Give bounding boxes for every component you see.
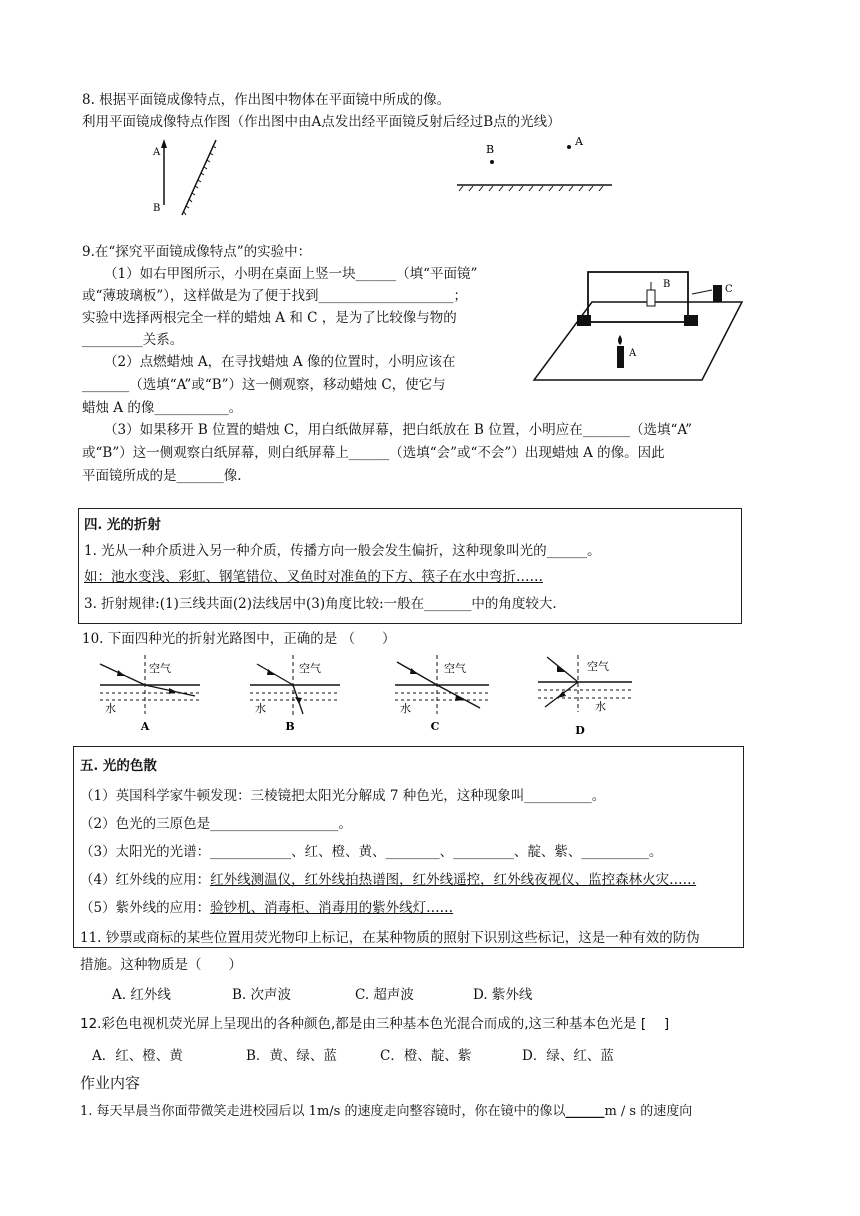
q12-option-b: B．黄、绿、蓝 <box>246 1048 337 1064</box>
q9-p2-l3: 蜡烛 A 的像___________。 <box>82 400 243 416</box>
q10-d-air: 空气 <box>587 660 609 673</box>
section5-l5 <box>80 896 453 916</box>
q8-line2: 利用平面镜成像特点作图（作出图中由A点发出经平面镜反射后经过B点的光线） <box>82 114 561 130</box>
q10-option-a-label: A <box>140 720 150 733</box>
section4-heading: 四. 光的折射 <box>84 517 161 533</box>
section5-l2: （2）色光的三原色是___________________。 <box>80 816 352 832</box>
q10-option-d-diagram <box>535 652 635 738</box>
q12-option-a: A．红、橙、黄 <box>92 1048 183 1064</box>
q10-a-air: 空气 <box>149 662 171 675</box>
q10-option-b-label: B <box>285 720 295 733</box>
section5-l4 <box>80 868 696 888</box>
q12-option-d: D．绿、红、蓝 <box>522 1048 614 1064</box>
q9-title: 9.在“探究平面镜成像特点”的实验中： <box>82 244 312 260</box>
homework-l1-pre: 1. 每天早晨当你面带微笑走进校园后以 1m/s 的速度走向整容镜时，你在镜中的像以 <box>80 1104 566 1119</box>
homework-heading: 作业内容 <box>80 1074 141 1092</box>
q9-p3-l3: 平面镜所成的是_______像. <box>82 468 242 484</box>
q9-p3-l2: 或“B”）这一侧观察白纸屏幕，则白纸屏幕上______（选填“会”或“不会”）出现蜡烛 A 的像。因此 <box>82 445 665 461</box>
q11-l2: 措施。这种物质是（ ） <box>80 957 242 973</box>
q11-option-a: A. 红外线 <box>112 987 171 1003</box>
section5-l4-prefix: （4）红外线的应用： <box>80 872 211 888</box>
q9-p3-l1: （3）如果移开 B 位置的蜡烛 C，用白纸做屏幕，把白纸放在 B 位置，小明应在_______（选填“A” <box>104 422 693 438</box>
section5-l5-prefix: （5）紫外线的应用： <box>80 900 211 916</box>
q9-figure-candle-experiment <box>532 262 752 387</box>
section5-l3: （3）太阳光的光谱：____________、红、橙、黄、________、_________、靛、紫、__________。 <box>80 844 663 860</box>
q12-option-c: C．橙、靛、紫 <box>380 1048 472 1064</box>
q10-a-water: 水 <box>105 702 116 715</box>
homework-l1-blank: ______ <box>565 1104 605 1119</box>
q9-p1-l4: _________关系。 <box>82 332 184 348</box>
q9-p2-l2: _______（选填“A”或“B”）这一侧观察，移动蜡烛 C，使它与 <box>82 377 446 393</box>
q8-fig1-label-b: B <box>153 203 161 214</box>
section5-l4-infrared-uses: 红外线测温仪，红外线拍热谱图，红外线遥控，红外线夜视仪、监控森林火灾…… <box>210 872 697 888</box>
q9-p2-l1: （2）点燃蜡烛 A，在寻找蜡烛 A 像的位置时，小明应该在 <box>104 354 456 370</box>
q11-option-d: D. 紫外线 <box>473 987 533 1003</box>
q11-option-c: C. 超声波 <box>355 987 414 1003</box>
q10-d-water: 水 <box>595 700 606 713</box>
section4-l1: 1. 光从一种介质进入另一种介质，传播方向一般会发生偏折，这种现象叫光的______。 <box>84 543 601 559</box>
section5-l5-uv-uses: 验钞机、消毒柜、消毒用的紫外线灯…… <box>210 900 454 916</box>
q10-option-a-diagram <box>95 652 205 734</box>
q8-figure-mirror-arrow <box>150 135 230 225</box>
q8-line1: 8. 根据平面镜成像特点，作出图中物体在平面镜中所成的像。 <box>82 92 451 108</box>
q10-c-air: 空气 <box>444 662 466 675</box>
homework-l1-post: m / s 的速度向 <box>604 1104 693 1119</box>
q8-figure-reflection <box>455 135 615 195</box>
q9-fig-label-c: C <box>725 284 733 295</box>
q10-b-air: 空气 <box>299 662 321 675</box>
q9-fig-label-a: A <box>629 348 637 359</box>
q9-p1-l2: 或“薄玻璃板”），这样做是为了便于找到____________________； <box>82 288 468 304</box>
section5-l1: （1）英国科学家牛顿发现：三棱镜把太阳光分解成 7 种色光，这种现象叫__________。 <box>80 788 606 804</box>
q10-option-c-label: C <box>430 720 440 733</box>
q9-p1-l3: 实验中选择两根完全一样的蜡烛 A 和 C ，是为了比较像与物的 <box>82 310 457 326</box>
q10-b-water: 水 <box>255 702 266 715</box>
q10-option-d-label: D <box>575 724 585 737</box>
q11-l1: 11. 钞票或商标的某些位置用荧光物印上标记，在某种物质的照射下识别这些标记，这是一种有效的防伪 <box>80 930 700 946</box>
q11-option-b: B. 次声波 <box>232 987 292 1003</box>
q8-fig2-label-b: B <box>486 143 495 156</box>
q8-fig2-label-a: A <box>575 135 583 148</box>
q9-p1-l1: （1）如右甲图所示，小明在桌面上竖一块______（填“平面镜” <box>104 266 478 282</box>
section4-l3: 3. 折射规律:(1)三线共面(2)法线居中(3)角度比较:一般在_______中的角度较大. <box>84 596 557 612</box>
q12-text: 12.彩色电视机荧光屏上呈现出的各种颜色,都是由三种基本色光混合而成的,这三种基本色光是 [ ] <box>80 1016 670 1032</box>
section4-l2: 如：池水变浅、彩虹、钢笔错位、叉鱼时对准鱼的下方、筷子在水中弯折…… <box>84 569 543 585</box>
q10-option-c-diagram <box>392 652 492 734</box>
q10-option-b-diagram <box>245 652 345 734</box>
q10-c-water: 水 <box>400 702 411 715</box>
homework-l1 <box>80 1100 692 1119</box>
q10-text: 10. 下面四种光的折射光路图中，正确的是 （ ） <box>82 631 396 647</box>
section5-heading: 五. 光的色散 <box>80 758 157 774</box>
q8-fig1-label-a: A <box>153 147 161 158</box>
q9-fig-label-b: B <box>663 279 671 290</box>
